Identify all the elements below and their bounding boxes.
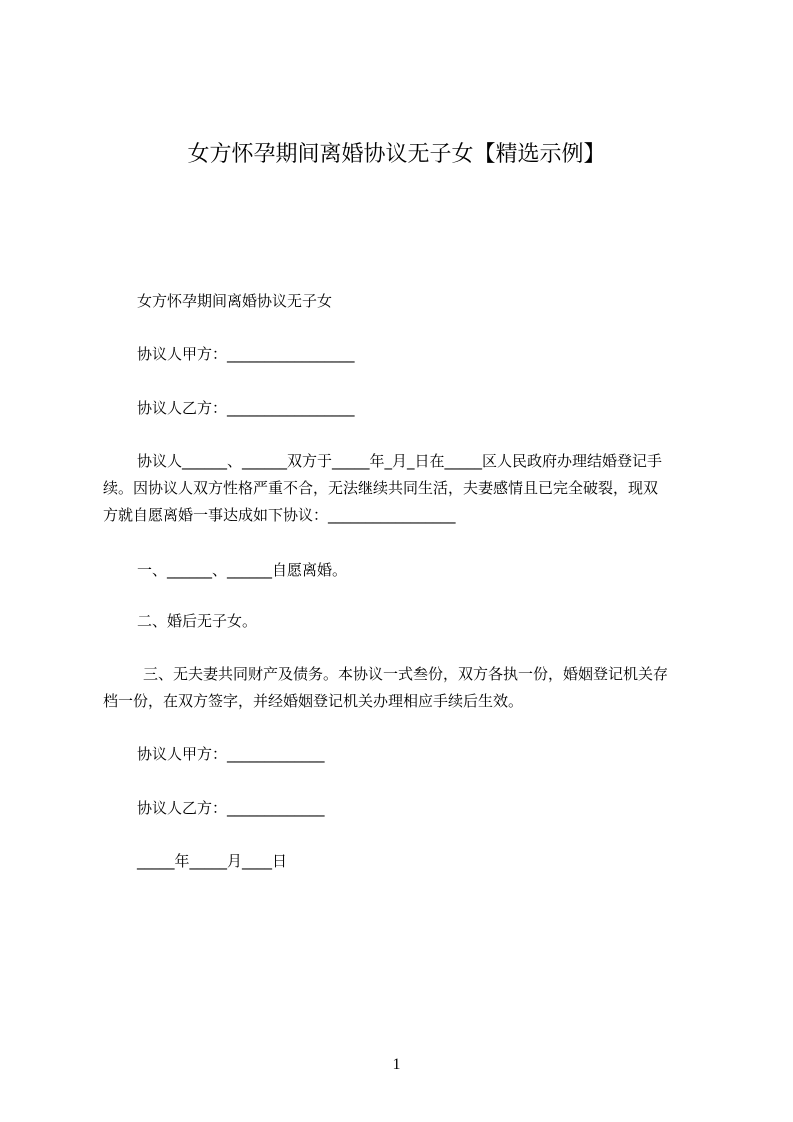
- clause-three-line: 三、无夫妻共同财产及债务。本协议一式叁份，双方各执一份，婚姻登记机关存: [143, 665, 669, 683]
- party-b-signature-line: 协议人乙方：_________________: [137, 399, 355, 417]
- page-number: 1: [392, 1056, 401, 1073]
- intro-line: 方就自愿离婚一事达成如下协议：_________________: [103, 506, 456, 524]
- clause-three-line: 档一份，在双方签字，并经婚姻登记机关办理相应手续后生效。: [103, 692, 524, 710]
- date-line: _____年_____月____日: [137, 852, 288, 870]
- clause-two: 二、婚后无子女。: [137, 612, 258, 630]
- document-title: 女方怀孕期间离婚协议无子女【精选示例】: [187, 142, 606, 167]
- clause-one: 一、______、______自愿离婚。: [137, 561, 348, 579]
- intro-paragraph: [103, 448, 703, 529]
- party-a-signature-line: 协议人甲方：_________________: [137, 345, 355, 363]
- intro-line: 续。因协议人双方性格严重不合，无法继续共同生活，夫妻感情且已完全破裂，现双: [103, 479, 659, 497]
- clause-three-paragraph: [103, 661, 703, 715]
- document-subtitle: 女方怀孕期间离婚协议无子女: [137, 292, 333, 310]
- party-b-bottom-signature: 协议人乙方：_____________: [137, 799, 325, 817]
- intro-line: 协议人______、______双方于_____年_月_日在_____区人民政府办理结婚登记手: [137, 452, 663, 470]
- party-a-bottom-signature: 协议人甲方：_____________: [137, 745, 325, 763]
